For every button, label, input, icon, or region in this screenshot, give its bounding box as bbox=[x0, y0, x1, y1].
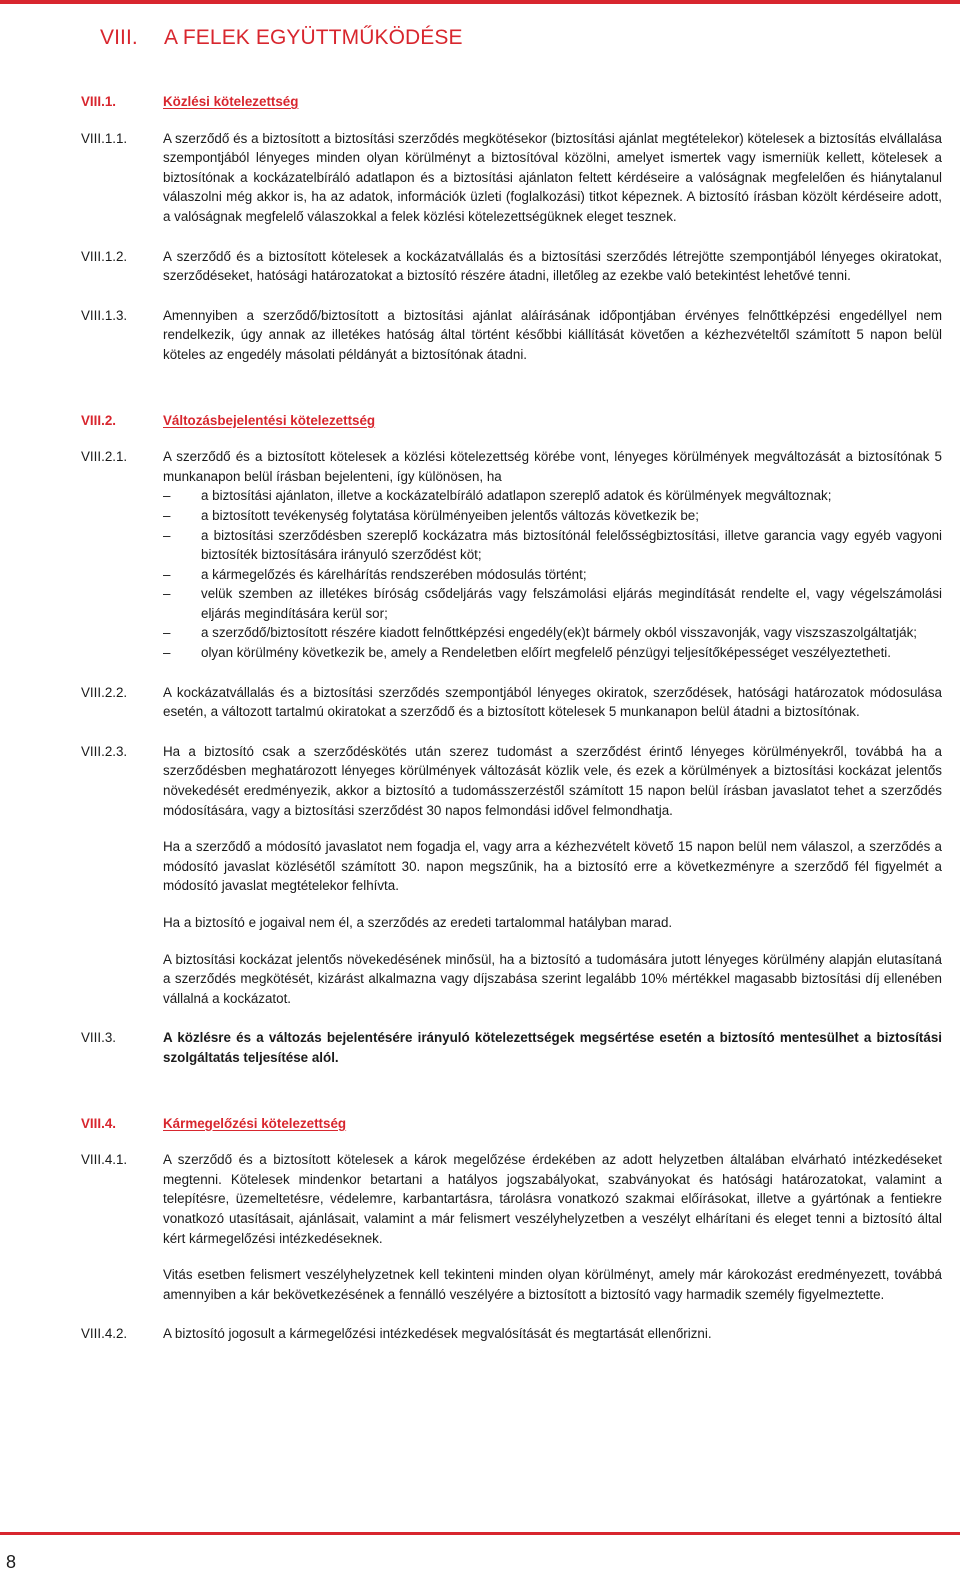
clause-text: Ha a szerződő a módosító javaslatot nem fogadja el, vagy arra a kézhezvételt követő 15 napon belül nem válaszol, a szerződés a módosító javaslat közlésétől számított 30. napon megszűnik, ha a biztosító erre a következményre a szerződő fél figyelmét a módosító javaslat megtételekor felhívta. bbox=[163, 839, 942, 894]
list-item: – velük szemben az illetékes bíróság csődeljárás vagy felszámolási eljárás megindítását rendelte el, vagy végelszámolási eljárás megindítására kerül sor; bbox=[163, 584, 942, 623]
list-item: – a biztosított tevékenység folytatása körülményeiben jelentős változás következik be; bbox=[163, 506, 942, 526]
clause-text: A szerződő és a biztosított kötelesek a károk megelőzése érdekében az adott helyzetben általában elvárható intézkedéseket megtenni. Kötelesek mindenkor betartani a hatályos jogszabályokat, szabványokat és hatósági határozatokat, valamint a telepítésre, üzemeltetésre, védelemre, karbantartásra, tárolásra vonatkozó szakmai előírásokat, illetve a gyártónak a fentiekre vonatkozó utasításait, ajánlásait, valamint a már felismert veszélyhelyzetben a veszélyt elhárítani és eleget tenni a biztosító által kért kármegelőzési intézkedéseknek. bbox=[163, 1152, 942, 1246]
chapter-title: A FELEK EGYÜTTMŰKÖDÉSE bbox=[164, 26, 463, 49]
list-item: – a kármegelőzés és kárelhárítás rendszerében módosulás történt; bbox=[163, 565, 942, 585]
section-3 bbox=[0, 1028, 960, 1067]
section-number: VIII.3. bbox=[81, 1030, 116, 1046]
clause-2-3 bbox=[0, 742, 960, 1009]
chapter-number: VIII. bbox=[100, 26, 138, 49]
clause-1-1 bbox=[0, 129, 960, 227]
clause-1-2 bbox=[0, 247, 960, 286]
clause-text: A szerződő és a biztosított a biztosítási szerződés megkötésekor (biztosítási ajánlat megtételekor) kötelesek a biztosítás elvállalása szempontjából lényeges minden olyan körülményt a biztosítóval közölni, amelyet ismertek vagy ismerniük kellett, kötelesek a biztosítónak a kockázatelbíráló adatlapon és a biztosítási ajánlaton feltett kérdéseire a valóságnak megfelelően és hiánytalanul válaszolni még akkor is, ha az adatok, információk üzleti (foglalkozási) titkot képeznek. A biztosító írásban közölt kérdéseire adott, a valóságnak megfelelő válaszokkal a felek közlési kötelezettségüknek eleget tesznek. bbox=[163, 130, 942, 224]
section-title: Kármegelőzési kötelezettség bbox=[163, 1115, 347, 1131]
clause-text: A kockázatvállalás és a biztosítási szerződés szempontjából lényeges okiratok, szerződések, hatósági határozatok módosulása esetén, a változott tartalmú okiratokat a szerződő és a biztosított kötelesek 5 munkanapon belül átadni a biztosítónak. bbox=[163, 684, 942, 720]
clause-1-3 bbox=[0, 306, 960, 365]
clause-number: VIII.1.3. bbox=[81, 307, 128, 323]
section-number: VIII.1. bbox=[81, 94, 116, 109]
section-4-heading bbox=[0, 1114, 960, 1134]
clause-text: A szerződő és a biztosított kötelesek a kockázatvállalás és a biztosítási szerződés létrejötte szempontjából lényeges okiratokat, szerződéseket, hatósági határozatokat a biztosító részére átadni, illetőleg az ezekbe való betekintést lehetővé tenni. bbox=[163, 248, 942, 284]
clause-text: A szerződő és a biztosított kötelesek a közlési kötelezettség körébe vont, lényeges körülmények megváltozását a biztosítónak 5 munkanapon belül írásban bejelenteni, így különösen, ha bbox=[163, 449, 942, 484]
clause-text: Ha a biztosító e jogaival nem él, a szerződés az eredeti tartalommal hatályban marad. bbox=[163, 915, 673, 930]
clause-number: VIII.4.2. bbox=[81, 1326, 128, 1342]
list-item: – a biztosítási ajánlaton, illetve a kockázatelbíráló adatlapon szereplő adatok és körülmények megváltoznak; bbox=[163, 486, 942, 506]
clause-2-1 bbox=[0, 447, 960, 663]
document-body bbox=[0, 92, 960, 1344]
clause-body bbox=[163, 742, 942, 1009]
clause-4-1 bbox=[0, 1150, 960, 1304]
section-number: VIII.4. bbox=[81, 1115, 116, 1131]
clause-number: VIII.1.1. bbox=[81, 130, 128, 146]
clause-text: A biztosítási kockázat jelentős növekedésének minősül, ha a biztosító a tudomására jutott lényeges körülmény alapján elutasítaná a szerződés megkötését, kizárást alkalmazna vagy díjszabása szerint legalább 10% mértékkel magasabb biztosítási díj ellenében vállalná a kockázatot. bbox=[163, 951, 942, 1006]
clause-number: VIII.4.1. bbox=[81, 1152, 128, 1168]
clause-text: Ha a biztosító csak a szerződéskötés után szerez tudomást a szerződést érintő lényeges körülményekről, továbbá ha a szerződésben meghatározott lényeges körülmények változását közlik vele, és ezek a körülmények a biztosítási kockázat jelentős növekedését eredményezik, akkor a biztosító a tudomásszerzéstől számított 15 napon belül írásban javaslatot tehet a szerződés módosítására, vagy a biztosítási szerződést 30 napos felmondási idővel felmondhatja. bbox=[163, 743, 942, 818]
section-title: Változásbejelentési kötelezettség bbox=[163, 412, 376, 428]
section-title: Közlési kötelezettség bbox=[163, 94, 299, 109]
clause-number: VIII.2.2. bbox=[81, 684, 128, 700]
top-red-rule bbox=[0, 0, 960, 4]
clause-text: A biztosító jogosult a kármegelőzési intézkedések megvalósítását és megtartását ellenőrizni. bbox=[163, 1326, 712, 1342]
list-item: – a biztosítási szerződésben szereplő kockázatra más biztosítónál felelősségbiztosítási, illetve garancia vagy egyéb vagyoni biztosíték biztosítására irányuló szerződést köt; bbox=[163, 526, 942, 565]
clause-4-2 bbox=[0, 1324, 960, 1344]
section-2-heading bbox=[0, 411, 960, 431]
section-number: VIII.2. bbox=[81, 412, 116, 428]
section-text: A közlésre és a változás bejelentésére irányuló kötelezettségek megsértése esetén a biztosító mentesülhet a biztosítási szolgáltatás teljesítése alól. bbox=[163, 1030, 942, 1065]
section-1-heading bbox=[0, 92, 960, 112]
list-item: – olyan körülmény következik be, amely a Rendeletben előírt megfelelő pénzügyi teljesítőképességet veszélyeztetheti. bbox=[163, 643, 942, 663]
clause-number: VIII.2.1. bbox=[81, 449, 128, 465]
bottom-red-rule bbox=[0, 1532, 960, 1535]
clause-text: Amennyiben a szerződő/biztosított a biztosítási ajánlat aláírásának időpontjában érvényes felnőttképzési engedéllyel nem rendelkezik, úgy annak az illetékes hatóság által történt későbbi kiállítását követően a kézhezvételtől számított 5 napon belül köteles az engedély másolati példányát a biztosítónak átadni. bbox=[163, 307, 942, 362]
clause-number: VIII.1.2. bbox=[81, 248, 128, 264]
clause-2-2 bbox=[0, 683, 960, 722]
change-list bbox=[163, 486, 942, 662]
clause-body bbox=[163, 1150, 942, 1304]
page-number: 8 bbox=[6, 1552, 17, 1572]
list-item: – a szerződő/biztosított részére kiadott felnőttképzési engedély(ek)t bármely okból visszavonják, vagy viszszaszolgáltatják; bbox=[163, 623, 942, 643]
clause-number: VIII.2.3. bbox=[81, 743, 128, 759]
clause-body bbox=[163, 447, 942, 663]
clause-text: Vitás esetben felismert veszélyhelyzetnek kell tekinteni minden olyan körülményt, amely már károkozást eredményezett, továbbá amennyiben a kár bekövetkezésének a fennálló veszélyére a biztosított a biztosító vagy harmadik személy figyelmeztette. bbox=[163, 1267, 942, 1302]
chapter-heading bbox=[100, 26, 463, 50]
